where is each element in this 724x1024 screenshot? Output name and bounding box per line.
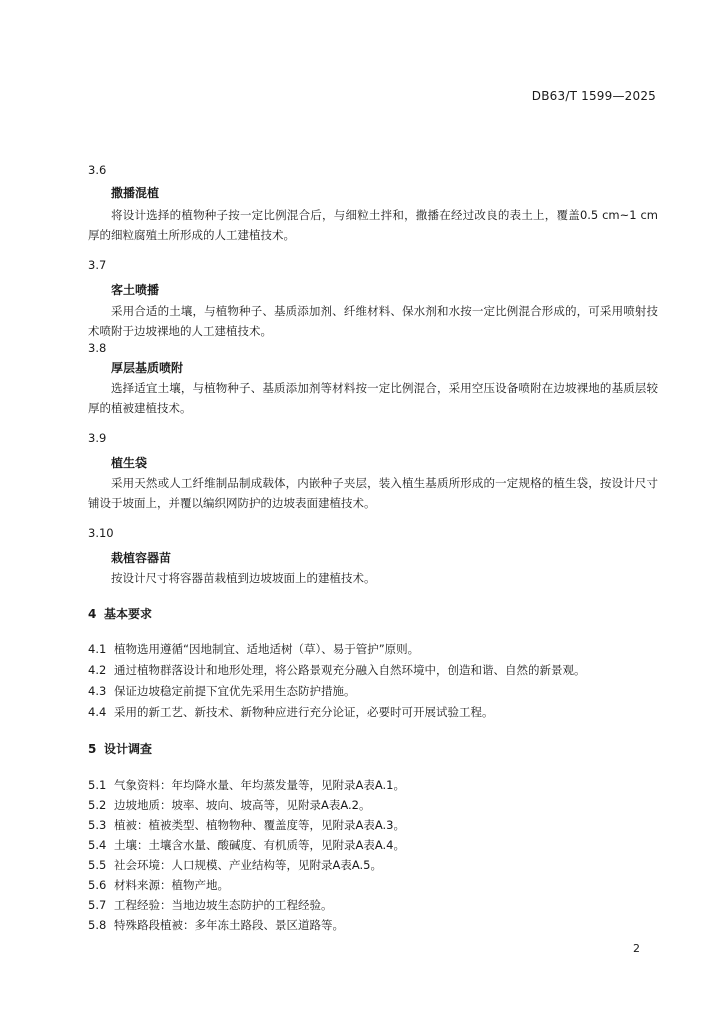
term-body: 采用天然或人工纤维制品制成载体，内嵌种子夹层，装入植生基质所形成的一定规格的植生袋，按设计尺寸铺设于坡面上，并覆以编织网防护的边坡表面建植技术。 [88, 476, 658, 510]
term-body: 将设计选择的植物种子按一定比例混合后，与细粒土拌和，撒播在经过改良的表土上，覆盖0.5 cm~1 cm厚的细粒腐殖土所形成的人工建植技术。 [88, 208, 658, 242]
chapter-title: 设计调查 [104, 742, 153, 756]
term-number: 3.6 [88, 163, 107, 177]
chapter-heading [88, 740, 152, 757]
term-number: 3.9 [88, 431, 107, 445]
clause-number: 4.1 [88, 642, 107, 656]
chapter-number: 5 [88, 742, 97, 756]
term-title: 栽植容器苗 [111, 551, 172, 565]
term-body: 选择适宜土壤，与植物种子、基质添加剂等材料按一定比例混合，采用空压设备喷附在边坡裸地的基质层较厚的植被建植技术。 [88, 381, 658, 415]
page-number: 2 [633, 942, 640, 955]
clause-text: 植物选用遵循“因地制宜、适地适树（草）、易于管护”原则。 [114, 642, 420, 656]
clause-number: 4.2 [88, 663, 107, 677]
clause-item [88, 857, 382, 873]
clause-item [88, 837, 405, 853]
clause-item [88, 662, 586, 678]
clause-text: 采用的新工艺、新技术、新物种应进行充分论证，必要时可开展试验工程。 [114, 705, 494, 719]
clause-number: 5.3 [88, 818, 107, 832]
clause-item [88, 641, 419, 657]
term-body: 采用合适的土壤，与植物种子、基质添加剂、纤维材料、保水剂和水按一定比例混合形成的，可采用喷射技术喷附于边坡裸地的人工建植技术。 [88, 304, 658, 338]
clause-number: 5.7 [88, 898, 107, 912]
clause-text: 材料来源：植物产地。 [114, 878, 229, 892]
clause-number: 4.3 [88, 684, 107, 698]
clause-number: 5.8 [88, 918, 107, 932]
clause-number: 5.2 [88, 798, 107, 812]
term-number: 3.8 [88, 341, 107, 355]
clause-item [88, 877, 229, 893]
term-number: 3.10 [88, 526, 114, 540]
chapter-number: 4 [88, 607, 97, 621]
clause-item [88, 817, 405, 833]
clause-item [88, 777, 405, 793]
term-title: 厚层基质喷附 [111, 361, 184, 375]
clause-text: 通过植物群落设计和地形处理，将公路景观充分融入自然环境中，创造和谐、自然的新景观。 [114, 663, 586, 677]
clause-text: 工程经验：当地边坡生态防护的工程经验。 [114, 898, 333, 912]
term-number: 3.7 [88, 258, 107, 272]
clause-item [88, 897, 333, 913]
document-code: DB63/T 1599—2025 [531, 89, 656, 103]
clause-item [88, 917, 344, 933]
clause-text: 气象资料：年均降水量、年均蒸发量等，见附录A表A.1。 [114, 778, 406, 792]
term-title: 客土喷播 [111, 283, 160, 297]
clause-text: 土壤：土壤含水量、酸碱度、有机质等，见附录A表A.4。 [114, 838, 406, 852]
clause-item [88, 683, 356, 699]
chapter-heading [88, 605, 152, 622]
clause-item [88, 704, 494, 720]
clause-number: 5.5 [88, 858, 107, 872]
clause-text: 边坡地质：坡率、坡向、坡高等，见附录A表A.2。 [114, 798, 371, 812]
clause-text: 保证边坡稳定前提下宜优先采用生态防护措施。 [114, 684, 356, 698]
clause-number: 4.4 [88, 705, 107, 719]
clause-number: 5.1 [88, 778, 107, 792]
clause-text: 植被：植被类型、植物物种、覆盖度等，见附录A表A.3。 [114, 818, 406, 832]
clause-text: 社会环境：人口规模、产业结构等，见附录A表A.5。 [114, 858, 383, 872]
term-body: 按设计尺寸将容器苗栽植到边坡坡面上的建植技术。 [111, 571, 376, 585]
term-title: 撒播混植 [111, 186, 160, 200]
clause-number: 5.4 [88, 838, 107, 852]
clause-number: 5.6 [88, 878, 107, 892]
term-title: 植生袋 [111, 456, 148, 470]
chapter-title: 基本要求 [104, 607, 153, 621]
clause-text: 特殊路段植被：多年冻土路段、景区道路等。 [114, 918, 344, 932]
clause-item [88, 797, 371, 813]
